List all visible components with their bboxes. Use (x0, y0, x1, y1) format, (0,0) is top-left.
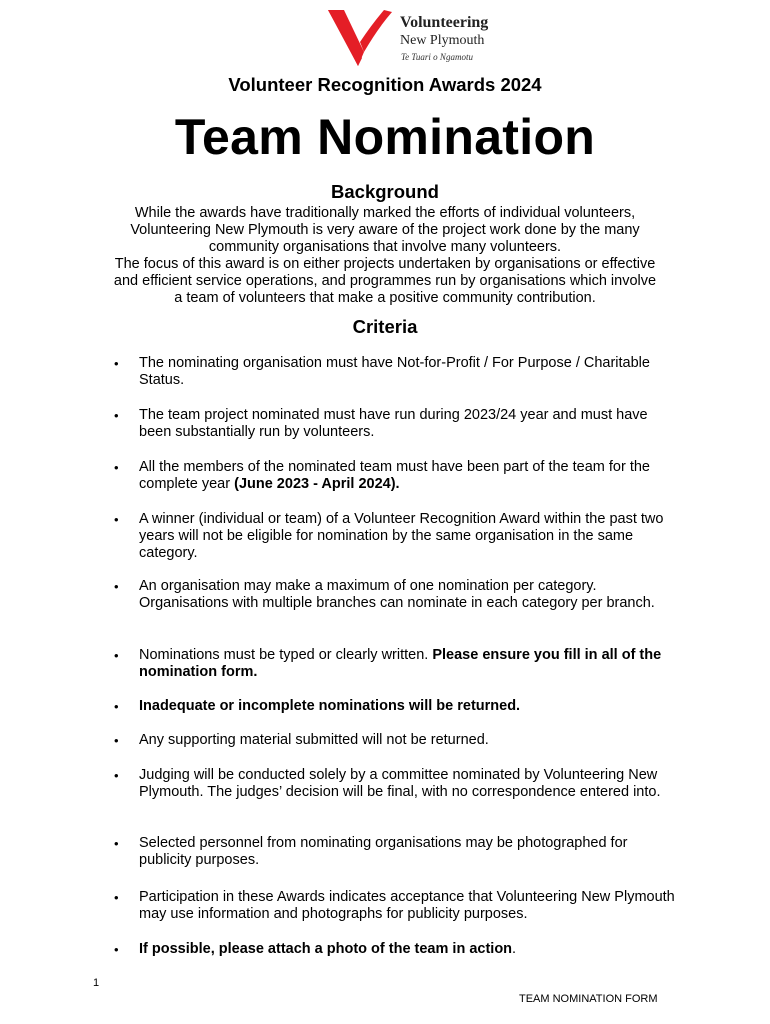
criteria-heading: Criteria (352, 316, 418, 337)
background-line: a team of volunteers that make a positive community contribution. (174, 290, 596, 306)
criteria-item (114, 578, 680, 612)
bullet-icon: • (114, 460, 119, 475)
background-line: community organisations that involve many volunteers. (208, 239, 562, 255)
bullet-icon: • (114, 512, 119, 527)
criteria-item (114, 647, 680, 681)
logo-name-line2: New Plymouth (400, 33, 485, 48)
criteria-item (114, 835, 680, 869)
criteria-item-text: A winner (individual or team) of a Volunteer Recognition Award within the past two years will not be eligible for nomination by the same organisation in the same category. (139, 511, 664, 561)
criteria-item (114, 355, 680, 389)
criteria-item-text: Participation in these Awards indicates acceptance that Volunteering New Plymouth may use information and photographs for publicity purposes. (139, 889, 675, 922)
criteria-item (114, 407, 680, 441)
background-paragraph (80, 205, 690, 307)
criteria-item (114, 732, 680, 749)
bullet-icon: • (114, 579, 119, 594)
criteria-item-text: Selected personnel from nominating organisations may be photographed for publicity purposes. (139, 835, 628, 868)
criteria-item (114, 767, 680, 801)
criteria-item-text: Inadequate or incomplete nominations will be returned. (139, 698, 521, 714)
bullet-icon: • (114, 890, 119, 905)
criteria-item-text: Judging will be conducted solely by a committee nominated by Volunteering New Plymouth. The judges’ decision will be final, with no correspondence entered into. (139, 767, 661, 800)
background-heading: Background (331, 181, 439, 202)
criteria-item (114, 511, 680, 562)
criteria-item-text: The team project nominated must have run during 2023/24 year and must have been substantially run by volunteers. (139, 407, 648, 440)
bullet-icon: • (114, 836, 119, 851)
bullet-icon: • (114, 942, 119, 957)
criteria-item-text: If possible, please attach a photo of the team in action. (139, 941, 517, 957)
logo-right-wing (360, 10, 392, 52)
background-line: Volunteering New Plymouth is very aware of the project work done by the many (130, 222, 640, 238)
bullet-icon: • (114, 648, 119, 663)
criteria-item-text: An organisation may make a maximum of one nomination per category. Organisations with multiple branches can nominate in each category per branch. (139, 578, 655, 611)
page-number: 1 (93, 977, 100, 989)
bullet-icon: • (114, 733, 119, 748)
volunteering-logo-icon (326, 8, 396, 68)
criteria-item-text: Nominations must be typed or clearly written. Please ensure you fill in all of the nomination form. (139, 647, 662, 680)
criteria-item-text: The nominating organisation must have Not-for-Profit / For Purpose / Charitable Status. (139, 355, 650, 388)
bullet-icon: • (114, 768, 119, 783)
fill-form-emphasis: Please ensure you fill in all of the nomination form. (139, 647, 662, 680)
bullet-icon: • (114, 356, 119, 371)
criteria-item-text: All the members of the nominated team must have been part of the team for the complete year (June 2023 - April 2024). (139, 459, 650, 492)
background-line: and efficient service operations, and programmes run by organisations which involve (113, 273, 657, 289)
photo-request-emphasis: If possible, please attach a photo of the team in action (139, 941, 513, 957)
organisation-logo (326, 8, 526, 68)
logo-wordmark (400, 14, 488, 64)
footer-form-label: TEAM NOMINATION FORM (519, 993, 658, 1005)
bullet-icon: • (114, 699, 119, 714)
bullet-icon: • (114, 408, 119, 423)
criteria-item (114, 941, 680, 958)
document-subtitle: Volunteer Recognition Awards 2024 (228, 74, 542, 95)
page-title: Team Nomination (174, 109, 596, 165)
criteria-item (114, 459, 680, 493)
criteria-item (114, 889, 680, 923)
background-line: The focus of this award is on either projects undertaken by organisations or effective (114, 256, 656, 272)
criteria-item-text: Any supporting material submitted will not be returned. (139, 732, 489, 748)
date-range-emphasis: (June 2023 - April 2024). (234, 476, 400, 492)
logo-name-line1: Volunteering (400, 14, 489, 31)
criteria-item (114, 698, 680, 715)
logo-tagline: Te Tuari o Ngamotu (401, 52, 473, 62)
background-line: While the awards have traditionally marked the efforts of individual volunteers, (134, 205, 636, 221)
